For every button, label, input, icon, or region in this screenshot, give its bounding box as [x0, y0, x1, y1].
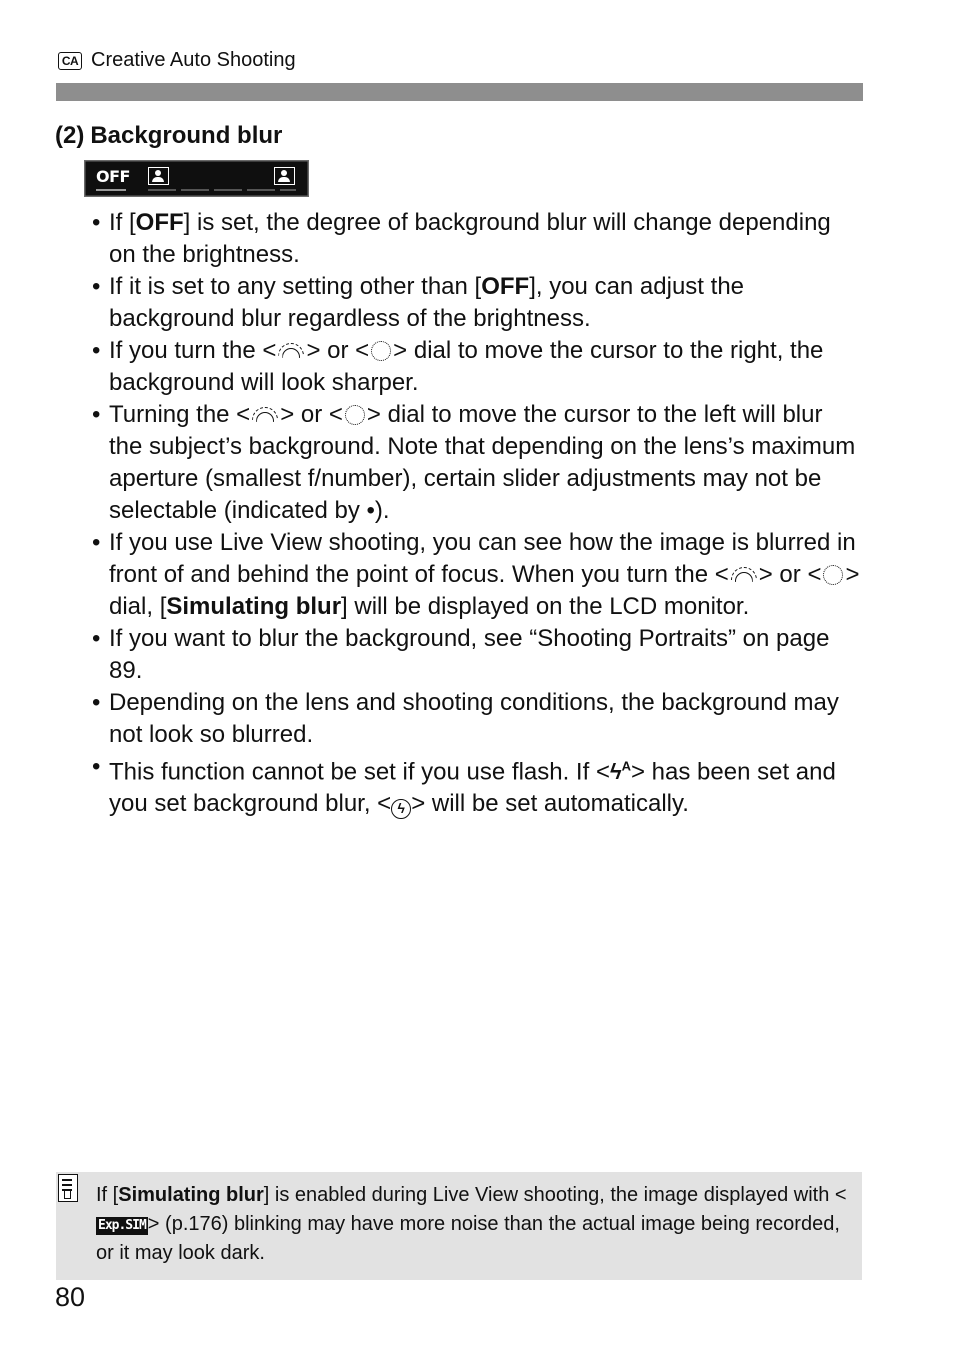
note-icon: [58, 1174, 78, 1202]
list-item: • If you use Live View shooting, you can see how the image is blurred in front of and behind the point of focus. When you turn the < > or < > dial, [Simulating blur] will be displayed on the LCD monitor.: [92, 527, 862, 623]
page-number: 80: [55, 1282, 86, 1312]
sharp-portrait-icon: [274, 167, 295, 185]
quick-control-dial-icon: [345, 405, 365, 425]
note-box: [56, 1172, 862, 1280]
slider-segment: [214, 189, 242, 191]
bullet-list: [92, 207, 862, 820]
slider-off-label: OFF: [96, 167, 130, 186]
header-bar: [56, 83, 863, 101]
flash-off-icon: ϟ: [391, 799, 411, 819]
slider-segment: [280, 189, 296, 191]
main-dial-icon: [276, 339, 306, 361]
ca-mode-icon: CA: [58, 52, 82, 70]
list-item: • If you want to blur the background, see “Shooting Portraits” on page 89.: [92, 623, 862, 687]
header-title: Creative Auto Shooting: [91, 49, 296, 71]
blurred-portrait-icon: [148, 167, 169, 185]
list-item: • This function cannot be set if you use flash. $If <ϟ^A>$ has been set and you set background blur, < ϟ > will be set automatically.: [92, 751, 862, 820]
section-title-text: Background blur: [90, 122, 283, 149]
slider-segment: [181, 189, 209, 191]
list-item: • If it is set to any setting other than [OFF], you can adjust the background blur regardless of the brightness.: [92, 271, 862, 335]
list-item: • If you turn the < > or < > dial to move the cursor to the right, the background will look sharper.: [92, 335, 862, 399]
slider-segment: [96, 189, 126, 191]
note-text: If [Simulating blur] is enabled during Live View shooting, the image displayed with <Exp.SIM > (p.176) blinking may have more noise than the actual image being recorded, or it may look dark.: [96, 1184, 847, 1264]
quick-control-dial-icon: [823, 565, 843, 585]
slider-segment: [148, 189, 176, 191]
section-title: [55, 122, 282, 150]
page-header: [58, 49, 296, 72]
quick-control-dial-icon: [371, 341, 391, 361]
main-dial-icon: [729, 563, 759, 585]
list-item: • Turning the < > or < > dial to move the cursor to the left will blur the subject’s background. Note that depending on the lens’s maximum aperture (smallest f/number), certain slider adjustments may not be selectable (indicated by •).: [92, 399, 862, 527]
exposure-simulation-icon: Exp.SIM: [98, 1218, 146, 1233]
auto-flash-icon: $ϟ^A$: [609, 759, 631, 785]
main-dial-icon: [250, 403, 280, 425]
list-item: • If [OFF] is set, the degree of background blur will change depending on the brightness.: [92, 207, 862, 271]
list-item: • Depending on the lens and shooting conditions, the background may not look so blurred.: [92, 687, 862, 751]
section-number: (2): [55, 122, 85, 149]
background-blur-slider: [84, 160, 309, 197]
slider-segment: [247, 189, 275, 191]
